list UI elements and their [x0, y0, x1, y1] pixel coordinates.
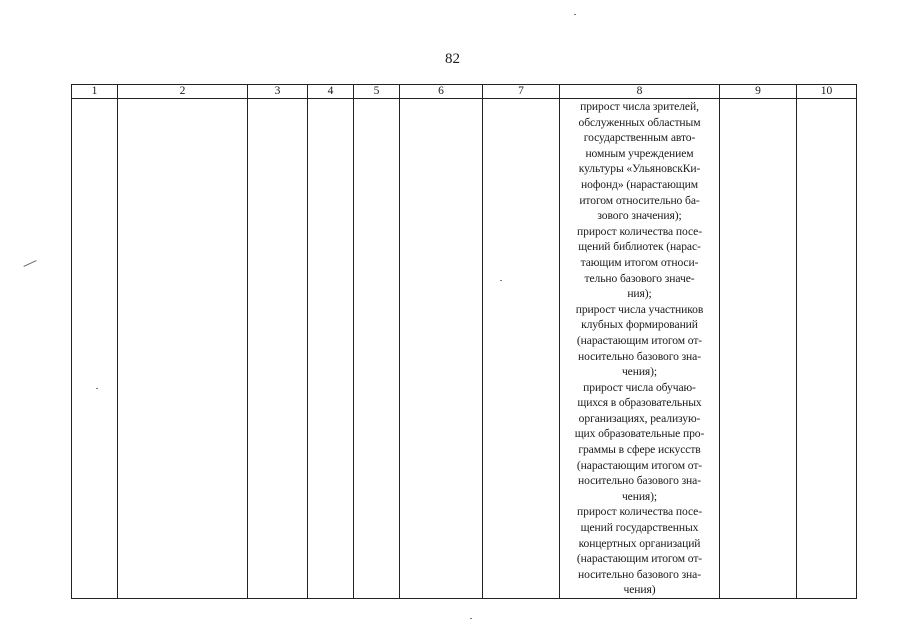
- column-header-7: 7: [483, 85, 560, 99]
- cell-col-9: [720, 99, 797, 599]
- column-header-8: 8: [560, 85, 720, 99]
- scan-speck: [500, 280, 502, 281]
- cell-col-10: [797, 99, 857, 599]
- column-header-5: 5: [354, 85, 400, 99]
- column-header-10: 10: [797, 85, 857, 99]
- table-row: [72, 99, 857, 599]
- column-header-2: 2: [118, 85, 248, 99]
- scan-speck: [574, 14, 576, 15]
- cell-col-6: [400, 99, 483, 599]
- page-number: 82: [445, 51, 460, 67]
- column-header-9: 9: [720, 85, 797, 99]
- column-header-3: 3: [248, 85, 308, 99]
- scan-speck: [470, 618, 472, 619]
- cell-col-7: [483, 99, 560, 599]
- cell-col-3: [248, 99, 308, 599]
- header-row: [72, 85, 857, 99]
- column-header-1: 1: [72, 85, 118, 99]
- data-table: [71, 84, 857, 599]
- cell-col-8: [560, 99, 720, 599]
- scan-speck: [96, 388, 98, 389]
- column-header-6: 6: [400, 85, 483, 99]
- indicator-text: прирост числа зрителей, обслуженных областным государственным авто- номным учреждением культуры «УльяновскКи- нофонд» (нарастающим итогом относительно ба- зового значения); прирост количества посе- щений библиотек (нарас- тающим итогом относи- тельно базового значе- ния); прирост числа участников клубных формирований (нарастающим итогом от- носительно базового зна- чения); прирост числа обучаю- щихся в образовательных организациях, реализую- щих образовательные про- граммы в сфере искусств (нарастающим итогом от- носительно базового зна- чения); прирост количества посе- щений государственных концертных организаций (нарастающим итогом от- носительно базового зна- чения): [574, 100, 705, 597]
- cell-col-1: [72, 99, 118, 599]
- cell-col-2: [118, 99, 248, 599]
- column-header-4: 4: [308, 85, 354, 99]
- cell-col-5: [354, 99, 400, 599]
- scan-mark: [23, 260, 36, 267]
- cell-col-4: [308, 99, 354, 599]
